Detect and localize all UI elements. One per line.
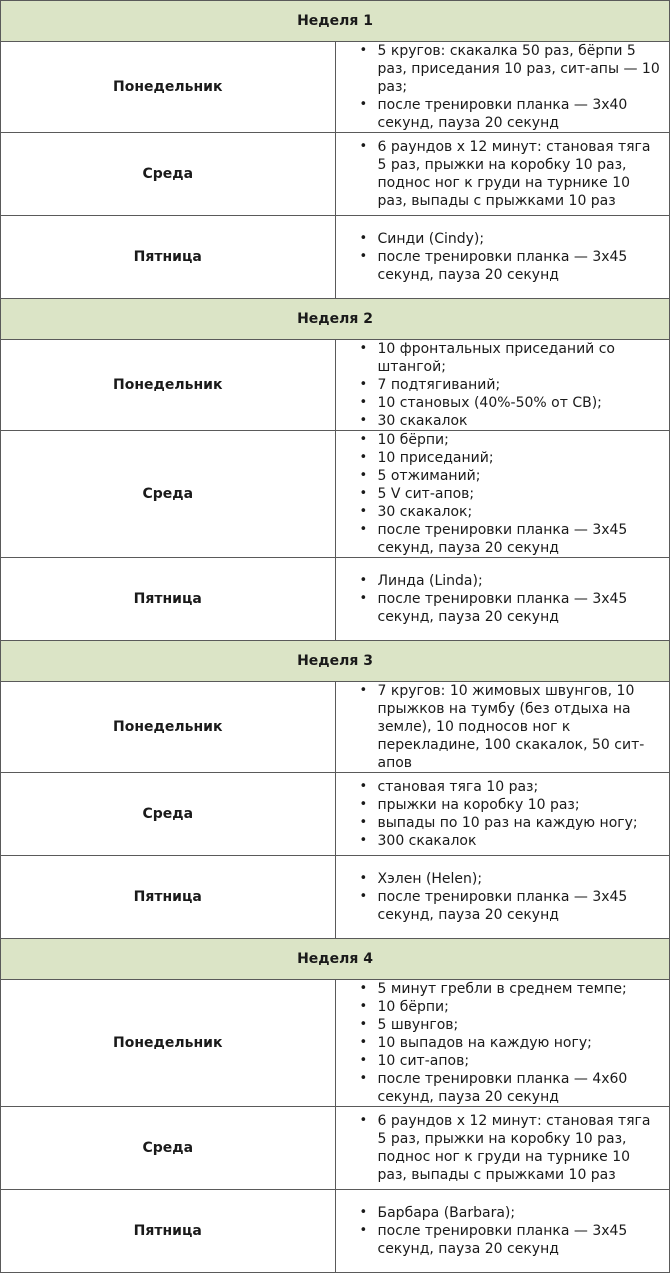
day-label: Среда — [1, 773, 336, 856]
day-label: Среда — [1, 431, 336, 558]
exercise-item: • 10 фронтальных приседаний со штангой; — [356, 340, 664, 376]
exercise-list — [336, 1112, 670, 1184]
exercise-item: • 10 приседаний; — [356, 449, 664, 467]
day-label: Понедельник — [1, 682, 336, 773]
exercise-list — [336, 340, 670, 430]
day-label: Понедельник — [1, 42, 336, 133]
day-label: Пятница — [1, 558, 336, 641]
day-row-monday — [1, 980, 670, 1107]
week-header-row — [1, 299, 670, 340]
exercise-item: • 10 бёрпи; — [356, 431, 664, 449]
day-row-friday — [1, 558, 670, 641]
week-title: Неделя 3 — [1, 641, 670, 682]
exercise-item: • 5 минут гребли в среднем темпе; — [356, 980, 664, 998]
exercise-item: • 10 становых (40%-50% от СВ); — [356, 394, 664, 412]
day-exercises — [335, 133, 670, 216]
exercise-item: • 5 кругов: скакалка 50 раз, бёрпи 5 раз, приседания 10 раз, сит-апы — 10 раз; — [356, 42, 664, 96]
day-exercises — [335, 682, 670, 773]
exercise-item: • Линда (Linda); — [356, 572, 664, 590]
exercise-item: • после тренировки планка — 3х45 секунд, пауза 20 секунд — [356, 888, 664, 924]
exercise-item: • Барбара (Barbara); — [356, 1204, 664, 1222]
exercise-list — [336, 572, 670, 626]
exercise-item: • 30 скакалок — [356, 412, 664, 430]
day-row-wednesday — [1, 773, 670, 856]
exercise-item: • 7 подтягиваний; — [356, 376, 664, 394]
exercise-item: • после тренировки планка — 3х40 секунд, пауза 20 секунд — [356, 96, 664, 132]
exercise-list — [336, 778, 670, 850]
exercise-item: • после тренировки планка — 3х45 секунд, пауза 20 секунд — [356, 590, 664, 626]
day-exercises — [335, 42, 670, 133]
day-exercises — [335, 340, 670, 431]
exercise-list — [336, 870, 670, 924]
exercise-list — [336, 682, 670, 772]
day-row-wednesday — [1, 431, 670, 558]
day-row-wednesday — [1, 133, 670, 216]
week-title: Неделя 4 — [1, 939, 670, 980]
exercise-item: • Хэлен (Helen); — [356, 870, 664, 888]
exercise-item: • Синди (Cindy); — [356, 230, 664, 248]
day-row-monday — [1, 682, 670, 773]
day-row-friday — [1, 856, 670, 939]
exercise-list — [336, 1204, 670, 1258]
day-exercises — [335, 216, 670, 299]
exercise-item: • после тренировки планка — 3х45 секунд, пауза 20 секунд — [356, 248, 664, 284]
schedule-body — [1, 1, 670, 1273]
exercise-list — [336, 42, 670, 132]
day-row-friday — [1, 1190, 670, 1273]
day-label: Среда — [1, 1107, 336, 1190]
exercise-item: • 30 скакалок; — [356, 503, 664, 521]
day-exercises — [335, 773, 670, 856]
exercise-list — [336, 138, 670, 210]
day-exercises — [335, 1107, 670, 1190]
day-exercises — [335, 431, 670, 558]
day-label: Пятница — [1, 856, 336, 939]
exercise-item: • после тренировки планка — 3х45 секунд, пауза 20 секунд — [356, 1222, 664, 1258]
day-row-wednesday — [1, 1107, 670, 1190]
exercise-item: • 7 кругов: 10 жимовых швунгов, 10 прыжков на тумбу (без отдыха на земле), 10 подносов ног к перекладине, 100 скакалок, 50 сит-апов — [356, 682, 664, 772]
day-row-monday — [1, 340, 670, 431]
week-title: Неделя 1 — [1, 1, 670, 42]
day-exercises — [335, 856, 670, 939]
exercise-item: • 6 раундов х 12 минут: становая тяга 5 раз, прыжки на коробку 10 раз, поднос ног к груди на турнике 10 раз, выпады с прыжками 10 раз — [356, 1112, 664, 1184]
day-label: Понедельник — [1, 980, 336, 1107]
exercise-item: • после тренировки планка — 4х60 секунд, пауза 20 секунд — [356, 1070, 664, 1106]
exercise-item: • 6 раундов х 12 минут: становая тяга 5 раз, прыжки на коробку 10 раз, поднос ног к груди на турнике 10 раз, выпады с прыжками 10 раз — [356, 138, 664, 210]
exercise-item: • после тренировки планка — 3х45 секунд, пауза 20 секунд — [356, 521, 664, 557]
week-header-row — [1, 1, 670, 42]
day-label: Среда — [1, 133, 336, 216]
exercise-item: • становая тяга 10 раз; — [356, 778, 664, 796]
day-row-friday — [1, 216, 670, 299]
exercise-item: • прыжки на коробку 10 раз; — [356, 796, 664, 814]
week-header-row — [1, 939, 670, 980]
exercise-item: • 10 сит-апов; — [356, 1052, 664, 1070]
exercise-item: • 5 швунгов; — [356, 1016, 664, 1034]
week-title: Неделя 2 — [1, 299, 670, 340]
day-exercises — [335, 980, 670, 1107]
exercise-list — [336, 980, 670, 1106]
day-exercises — [335, 1190, 670, 1273]
day-label: Пятница — [1, 1190, 336, 1273]
week-header-row — [1, 641, 670, 682]
exercise-item: • 10 бёрпи; — [356, 998, 664, 1016]
day-exercises — [335, 558, 670, 641]
exercise-item: • 5 отжиманий; — [356, 467, 664, 485]
exercise-item: • 300 скакалок — [356, 832, 664, 850]
day-label: Пятница — [1, 216, 336, 299]
day-label: Понедельник — [1, 340, 336, 431]
exercise-item: • 10 выпадов на каждую ногу; — [356, 1034, 664, 1052]
exercise-list — [336, 230, 670, 284]
exercise-list — [336, 431, 670, 557]
exercise-item: • выпады по 10 раз на каждую ногу; — [356, 814, 664, 832]
exercise-item: • 5 V сит-апов; — [356, 485, 664, 503]
day-row-monday — [1, 42, 670, 133]
